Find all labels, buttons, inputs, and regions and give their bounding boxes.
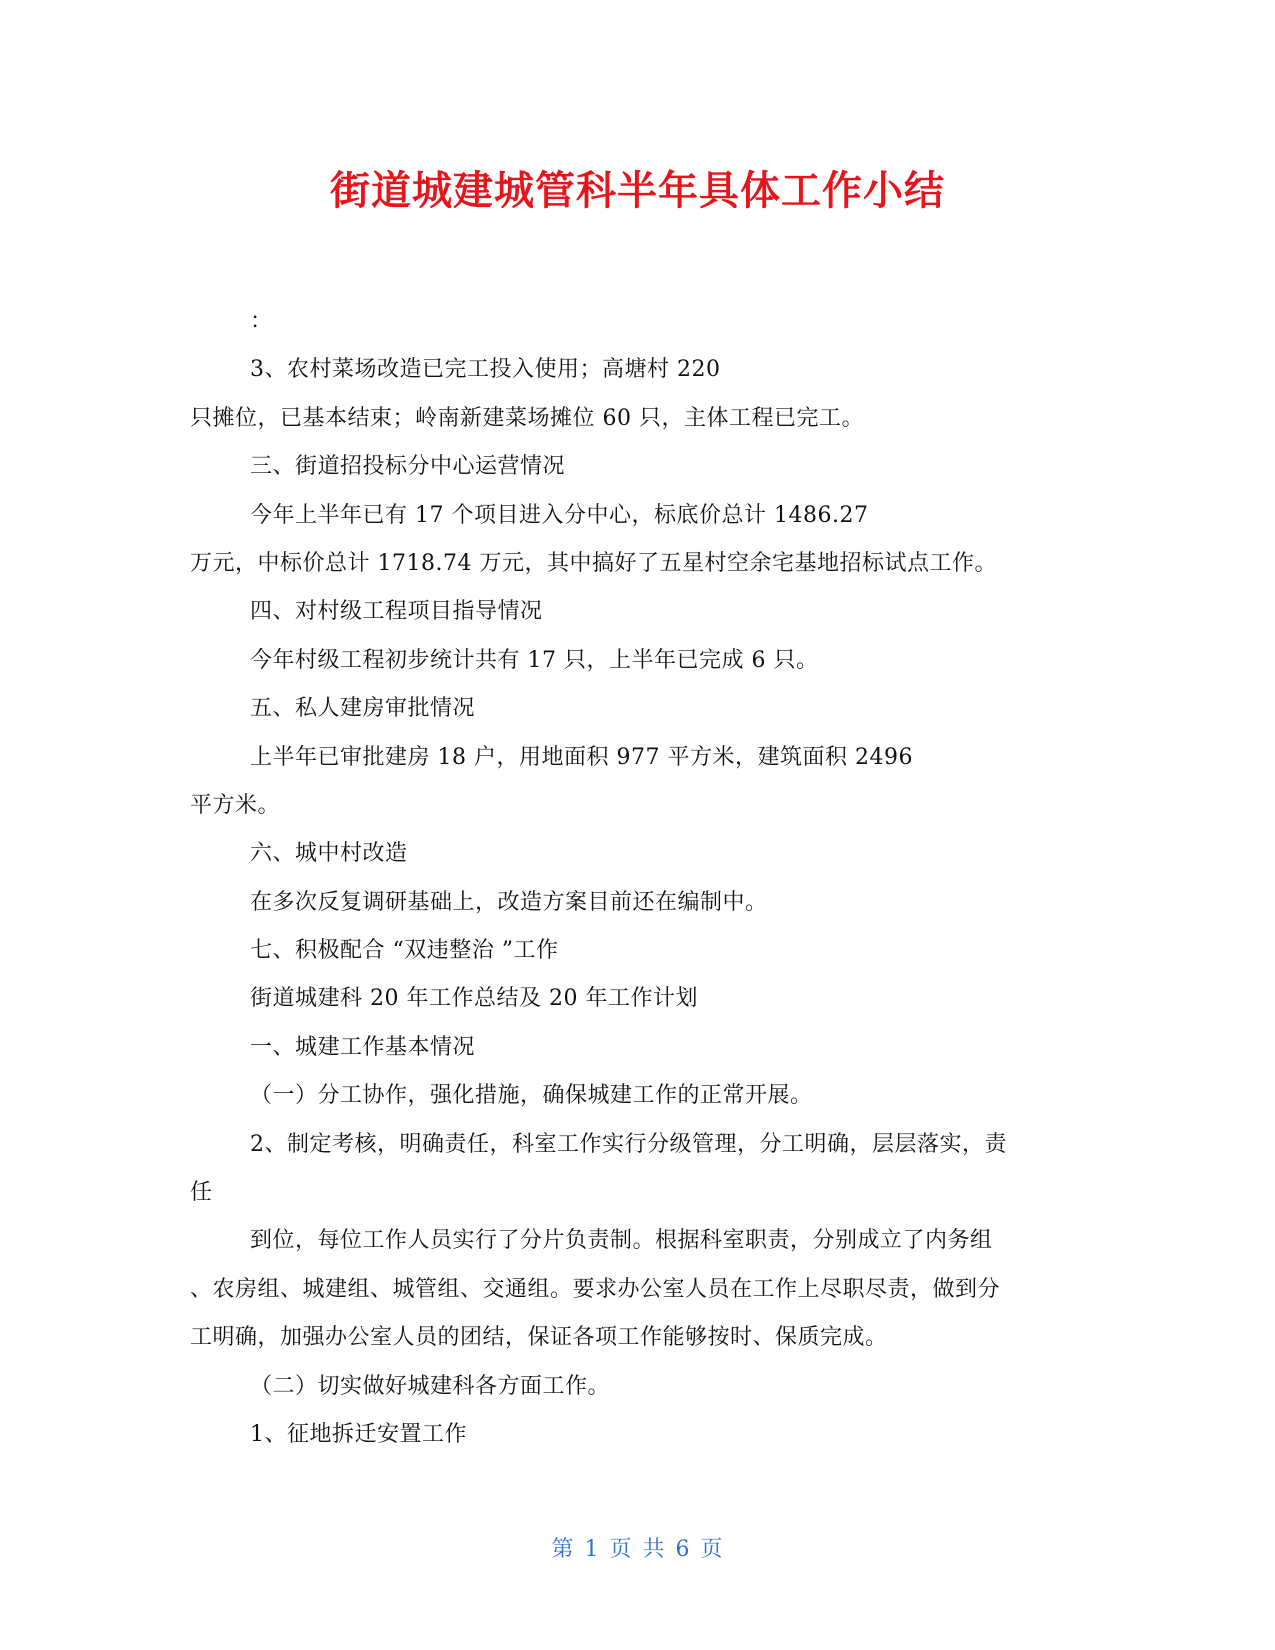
footer-total-unit: 页 [700,1537,724,1562]
text-line: 3、农村菜场改造已完工投入使用；高塘村 220 [250,357,721,383]
text-line: 只摊位，已基本结束；岭南新建菜场摊位 60 只，主体工程已完工。 [190,405,864,431]
document-body [190,298,1090,1459]
text-line: ： [250,309,273,334]
text-line: 今年上半年已有 17 个项目进入分中心，标底价总计 1486.27 [250,502,869,528]
text-line: 任 [190,1180,213,1206]
text-line: 上半年已审批建房 18 户，用地面积 977 平方米，建筑面积 2496 [250,744,913,770]
text-line: 万元，中标价总计 1718.74 万元，其中搞好了五星村空余宅基地招标试点工作。 [190,550,997,576]
footer-page-unit: 页 [609,1537,633,1562]
footer-total-pages: 6 [675,1537,691,1562]
text-line: 、农房组、城建组、城管组、交通组。要求办公室人员在工作上尽职尽责，做到分 [190,1276,1001,1302]
text-line: 工明确，加强办公室人员的团结，保证各项工作能够按时、保质完成。 [190,1325,888,1351]
page-footer [0,1535,1275,1565]
text-line: 2、制定考核，明确责任，科室工作实行分级管理，分工明确，层层落实，责 [250,1131,1007,1157]
text-line: 在多次反复调研基础上，改造方案目前还在编制中。 [250,889,768,915]
text-line: 七、积极配合 “双违整治 ”工作 [250,938,559,964]
text-line: 一、城建工作基本情况 [250,1034,476,1060]
text-line: （二）切实做好城建科各方面工作。 [250,1373,611,1399]
text-line: 到位，每位工作人员实行了分片负责制。根据科室职责，分别成立了内务组 [250,1228,993,1254]
document-title: 街道城建城管科半年具体工作小结 [330,168,945,214]
text-line: 1、征地拆迁安置工作 [250,1421,467,1447]
text-line: 街道城建科 20 年工作总结及 20 年工作计划 [250,986,698,1012]
text-line: （一）分工协作，强化措施，确保城建工作的正常开展。 [250,1083,813,1109]
footer-current-page: 1 [584,1537,600,1562]
text-line: 今年村级工程初步统计共有 17 只，上半年已完成 6 只。 [250,647,819,673]
footer-page-label: 第 [551,1537,575,1562]
text-line: 四、对村级工程项目指导情况 [250,599,543,625]
text-line: 六、城中村改造 [250,841,408,867]
footer-total-label: 共 [642,1537,666,1562]
text-line: 平方米。 [190,792,281,818]
text-line: 三、街道招投标分中心运营情况 [250,454,566,480]
text-line: 五、私人建房审批情况 [250,696,476,722]
